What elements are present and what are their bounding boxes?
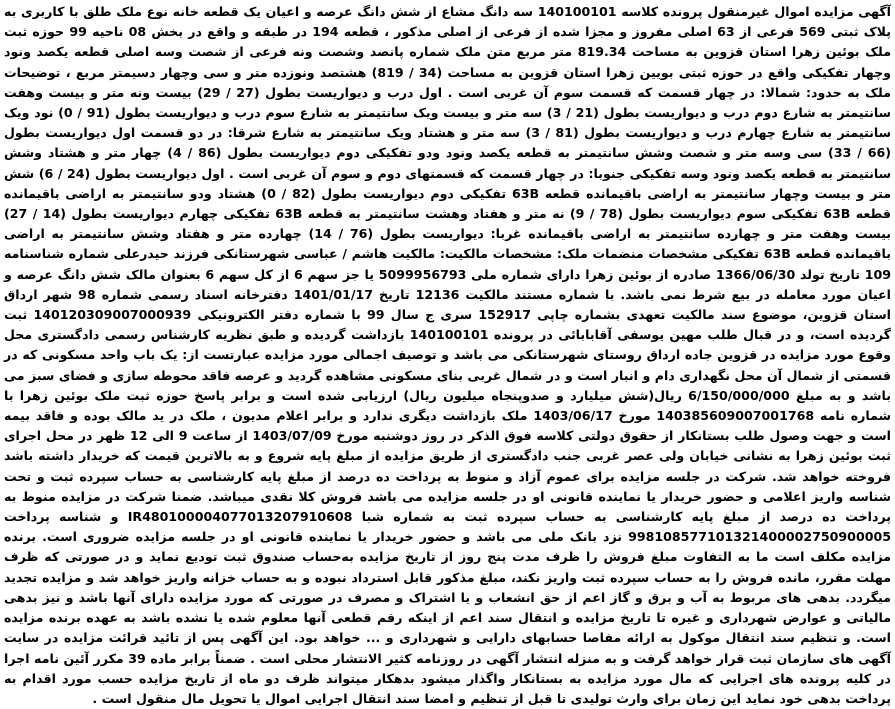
notice-paragraph: آگهی مزایده اموال غیرمنقول پرونده کلاسه 140100101 سه دانگ مشاع از شش دانگ عرصه و اعیان یک قطعه خانه نوع ملک طلق با کاربری به پلاک ثبتی 569 فرعی از 63 اصلی مفروز و مجزا شده از فرعی از اصلی مذکور ، قطعه 194 در طبقه و واقع در بخش 08 ناحیه 99 حوزه ثبت ملک بوئین زهرا استان قزوین به مساحت 819.34 متر مربع متن ملک شماره پانصد وشصت ونه فرعی از شصت وسه اصلی قطعه یکصد ونود وچهار تفکیکی واقع در حوزه ثبتی بویین زهرا استان قزوین به مساحت (34 / 819) هشتصد ونوزده متر و سی وچهار دسیمتر مربع ، توضیحات ملک به حدود: شمالا: در چهار قسمت که قسمت سوم آن غربی است . اول درب و دیواریست بطول (27 / 29) بیست ونه متر و بیست وهفت سانتیمتر به شارع دوم درب و دیواریست بطول (21 / 3) سه متر و بیست ویک سانتیمتر به شارع سوم درب و دیواریست بطول (91 / 0) نود ویک سانتیمتر به شارع چهارم درب و دیواریست بطول (81 / 3) سه متر و هشتاد ویک سانتیمتر به شارع شرقا: در دو قسمت اول دیواریست بطول (66 / 33) سی وسه متر و شصت وشش سانتیمتر به قطعه یکصد ونود ودو تفکیکی دوم دیواریست بطول (86 / 4) چهار متر و هشتاد وشش سانتیمتر به قطعه یکصد ونود وسه تفکیکی جنوبا: در چهار قسمت که قسمتهای دوم و سوم آن غربی است . اول دیواریست بطول (24 / 6) شش متر و بیست وچهار سانتیمتر به اراضی باقیمانده قطعه 63B تفکیکی دوم دیواریست بطول (82 / 0) هشتاد ودو سانتیمتر به اراضی باقیمانده قطعه 63B تفکیکی سوم دیواریست بطول (78 / 9) نه متر و هفتاد وهشت سانتیمتر به قطعه 63B تفکیکی چهارم دیواریست بطول (14 / 27) بیست وهفت متر و چهارده سانتیمتر به اراضی باقیمانده غربا: دیواریست بطول (76 / 14) چهارده متر و هفتاد وشش سانتیمتر به اراضی باقیمانده قطعه 63B تفکیکی مشخصات منضمات ملک: مشخصات مالکیت: مالکیت هاشم / عباسی شهرستانکی فرزند حیدرعلی شماره شناسنامه 109 تاریخ تولد 1366/06/30 صادره از بوئین زهرا دارای شماره ملی 5099956793 یا جز سهم 6 از کل سهم 6 بعنوان مالک شش دانگ عرصه و اعیان مورد معامله در بیع شرط نمی باشد. با شماره مستند مالکیت 12136 تاریخ 1401/01/17 دفترخانه اسناد رسمی شماره 98 شهر ارداق استان قزوین، موضوع سند مالکیت تعهدی بشماره چاپی 152917 سری ج سال 99 با شماره دفتر الکترونیکی 140120309007000939 ثبت گردیده است، و در قبال طلب مهین یوسفی آقابابائی در پرونده 140100101 بازداشت گردیده و طبق نظریه کارشناس رسمی دادگستری محل وقوع مورد مزایده در قزوین جاده ارداق روستای شهرستانکی می باشد و توصیف اجمالی مورد مزایده عبارتست از: یک باب واحد مسکونی که در قسمتی از شمال آن محل نگهداری دام و انبار است و در شمال غربی بنای مسکونی مشاهده گردید و عرصه فاقد محوطه سازی و فضای سبز می باشد و به مبلغ 6/150/000/000 ریال(شش میلیارد و صدوپنجاه میلیون ریال) ارزیابی شده است و برابر پاسخ حوزه ثبت ملک بوئین زهرا با شماره نامه 140385609007001768 مورخ 1403/06/17 ملک بازداشت دیگری ندارد و برابر اعلام مدیون ، ملک در ید مالک بوده و فاقد بیمه است و جهت وصول طلب بستانکار از حقوق دولتی کلاسه فوق الذکر در روز دوشنبه مورخ 1403/07/09 از ساعت 9 الی 12 ظهر در محل اجرای ثبت بوئین زهرا به نشانی خیابان ولی عصر غربی جنب دادگستری از طریق مزایده از مبلغ پایه شروع و به بالاترین قیمت که خریدار داشته باشد فروخته خواهد شد. شرکت در جلسه مزایده برای عموم آزاد و منوط به پرداخت ده درصد از مبلغ پایه کارشناسی به حساب سپرده ثبت و تحت شناسه واریز اعلامی و حضور خریدار یا نماینده قانونی او در جلسه مزایده می باشد فروش کلا نقدی میباشد. ضمنا شرکت در مزایده منوط به پرداخت ده درصد از مبلغ پایه کارشناسی به حساب سپرده ثبت به شماره شبا IR480100004077013207910608 و شناسه پرداخت 998108577101321400002750900005 نزد بانک ملی می باشد و حضور خریدار یا نماینده قانونی او در جلسه مزایده ضروری است. برنده مزایده مکلف است ما به التفاوت مبلغ فروش را ظرف مدت پنج روز از تاریخ مزایده به‌حساب صندوق ثبت تودیع نماید و در صورتی که ظرف مهلت مقرر، مانده فروش را به حساب سپرده ثبت واریز نکند، مبلغ مذکور قابل استرداد نبوده و به حساب خزانه واریز خواهد شد و مزایده تجدید میگردد. بدهی های مربوط به آب و برق و گاز اعم از حق انشعاب و یا اشتراک و مصرف در صورتی که مورد مزایده دارای آنها باشد و نیز بدهی مالیاتی و عوارض شهرداری و غیره تا تاریخ مزایده و انتقال سند اعم از اینکه رقم قطعی آنها معلوم شده یا نشده باشد به عهده برنده مزایده است. و تنظیم سند انتقال موکول به ارائه مفاصا حسابهای دارایی و شهرداری و ... خواهد بود. این آگهی پس از تائید قرائت مزایده در سایت آگهی های سازمان ثبت قرار خواهد گرفت و به منزله انتشار آگهی در روزنامه کثیر الانتشار محلی است . ضمناً برابر ماده 39 مکرر آئین نامه اجرا در کلیه پرونده های اجرایی که مال مورد مزایده به بستانکار واگذار میشود بدهکار میتواند ظرف دو ماه از تاریخ مزایده حسب مورد اقدام به پرداخت بدهی خود نماید این زمان برای وارث تولیدی تا قبل از تنظیم و امضا سند انتقال اجرایی اموال یا تحویل مال منقول است . <box>4 4 892 706</box>
auction-notice-document <box>4 2 892 706</box>
